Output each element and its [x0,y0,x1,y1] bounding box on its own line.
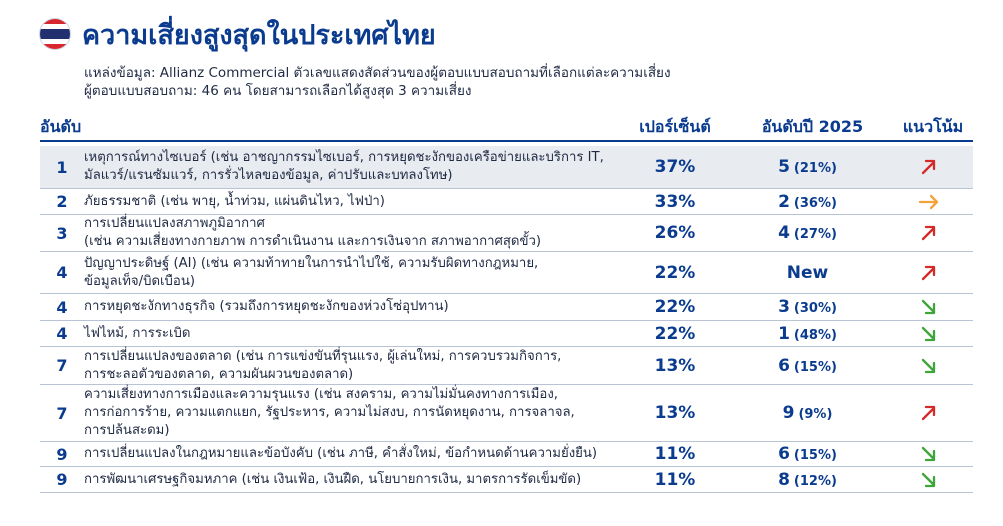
rank-2025-cell [730,297,885,317]
trend-down-arrow-icon [918,325,940,343]
risk-table [40,146,973,493]
rank-2025-value: 6 [778,355,790,376]
trend-up-arrow-icon [918,404,940,422]
percent-cell: 22% [654,323,696,344]
rank-cell: 1 [56,157,68,177]
risk-description [84,471,620,489]
trend-flat-arrow-icon [918,193,940,211]
rank-2025-percent: (15%) [793,448,837,463]
percent-cell: 33% [654,191,696,212]
rank-cell: 4 [56,324,68,343]
trend-cell [885,404,973,422]
thailand-flag-icon [40,19,70,49]
rank-2025-percent: (15%) [793,359,837,375]
risk-description-line: การก่อการร้าย, ความแตกแยก, รัฐประหาร, ความไม่สงบ, การนัดหยุดงาน, การจลาจล, [84,405,575,420]
rank-cell: 2 [56,192,68,211]
risk-description [84,445,620,463]
table-row [40,347,973,385]
risk-description-line: การเปลี่ยนแปลงของตลาด (เช่น การแข่งขันที่รุนแรง, ผู้เล่นใหม่, การควบรวมกิจการ, [84,348,562,364]
rank-2025-value: 8 [778,469,790,490]
rank-2025-percent: (36%) [793,195,837,211]
rank-2025-cell [730,444,885,464]
percent-cell: 13% [654,403,696,423]
table-row [40,294,973,321]
risk-description-line: ภัยธรรมชาติ (เช่น พายุ, น้ำท่วม, แผ่นดินไหว, ไฟป่า) [84,193,385,209]
rank-2025-cell [730,157,885,177]
rank-2025-percent: (30%) [793,301,837,316]
table-row [40,146,973,189]
rank-2025-cell [730,470,885,490]
risk-description-line: ปัญญาประดิษฐ์ (AI) (เช่น ความท้าทายในการนำไปใช้, ความรับผิดทางกฎหมาย, [84,255,539,271]
rank-2025-value: 2 [778,191,790,212]
rank-2025-percent: (12%) [793,473,837,489]
column-header-trend: แนวโน้ม [902,117,964,136]
rank-2025-cell [730,403,885,423]
risk-description-line: ไฟไหม้, การระเบิด [84,325,191,341]
risk-description [84,348,620,384]
rank-2025-percent: (27%) [793,227,837,242]
rank-cell: 4 [56,263,68,282]
column-header-percent: เปอร์เซ็นต์ [639,117,711,136]
risk-description-line: การพัฒนาเศรษฐกิจมหภาค (เช่น เงินเฟ้อ, เงินฝืด, นโยบายการเงิน, มาตรการรัดเข็มขัด) [84,471,582,487]
trend-up-arrow-icon [918,264,940,282]
risk-description-line: การหยุดชะงักทางธุรกิจ (รวมถึงการหยุดชะงักของห่วงโซ่อุปทาน) [84,299,449,314]
trend-cell [885,158,973,176]
rank-2025-percent: (21%) [793,161,837,176]
percent-cell: 22% [654,297,696,317]
risk-description-line: การชะลอตัวของตลาด, ความผันผวนของตลาด) [84,366,354,382]
table-row [40,321,973,347]
trend-down-arrow-icon [918,298,940,316]
percent-cell: 13% [654,355,696,376]
rank-2025-cell [730,192,885,212]
risk-description-line: ข้อมูลเท็จ/บิดเบือน) [84,273,195,289]
rank-cell: 7 [56,356,68,375]
rank-cell: 9 [56,444,68,464]
trend-down-arrow-icon [918,445,940,463]
rank-2025-value: 3 [778,297,790,317]
risk-description [84,215,620,251]
rank-cell: 3 [56,223,68,243]
rank-cell: 4 [56,297,68,317]
new-badge: New [786,262,829,283]
risk-description-line: มัลแวร์/แรนซัมแวร์, การรั่วไหลของข้อมูล, ค่าปรับและบทลงโทษ) [84,168,453,183]
percent-cell: 26% [654,223,696,243]
rank-2025-cell [730,324,885,344]
trend-up-arrow-icon [918,224,940,242]
rank-2025-value: 1 [778,323,790,344]
trend-cell [885,264,973,282]
risk-description [84,325,620,343]
trend-cell [885,224,973,242]
rank-2025-value: 6 [778,444,790,464]
risk-description-line: การเปลี่ยนแปลงในกฎหมายและข้อบังคับ (เช่น ภาษี, คำสั่งใหม่, ข้อกำหนดด้านความยั่งยืน) [84,446,598,461]
rank-cell: 9 [56,470,68,489]
rank-2025-percent: (48%) [793,327,837,343]
source-note: แหล่งข้อมูล: Allianz Commercial ตัวเลขแสดงสัดส่วนของผู้ตอบแบบสอบถามที่เลือกแต่ละความเสี่ยง [84,65,671,81]
column-header-rank: อันดับ [40,117,82,136]
page-title: ความเสี่ยงสูงสุดในประเทศไทย [82,19,436,50]
percent-cell: 37% [654,157,696,177]
trend-cell [885,445,973,463]
risk-description [84,298,620,316]
rank-2025-value: 9 [782,403,795,423]
trend-cell [885,298,973,316]
rank-2025-percent: (9%) [798,407,833,422]
table-row [40,467,973,493]
risk-description [84,255,620,291]
table-row [40,189,973,215]
rank-2025-cell [730,356,885,376]
risk-description [84,193,620,211]
page-header [40,14,436,54]
table-row [40,252,973,294]
percent-cell: 11% [654,444,696,464]
risk-description-line: การปล้นสะดม) [84,423,170,438]
risk-description-line: การเปลี่ยนแปลงสภาพภูมิอากาศ [84,216,265,231]
trend-cell [885,471,973,489]
risk-description-line: ความเสี่ยงทางการเมืองและความรุนแรง (เช่น สงคราม, ความไม่มั่นคงทางการเมือง, [84,387,558,402]
risk-description-line: เหตุการณ์ทางไซเบอร์ (เช่น อาชญากรรมไซเบอร์, การหยุดชะงักของเครือข่ายและบริการ IT, [84,150,604,165]
rank-2025-value: 4 [778,223,790,243]
trend-down-arrow-icon [918,357,940,375]
percent-cell: 11% [654,469,696,490]
header-divider [40,140,973,142]
table-row [40,442,973,467]
trend-cell [885,325,973,343]
trend-cell [885,357,973,375]
rank-2025-cell [730,223,885,243]
percent-cell: 22% [654,262,696,283]
rank-2025-value: 5 [778,157,790,177]
risk-description [84,149,620,185]
rank-2025-cell [730,263,885,283]
column-header-rank-2025: อันดับปี 2025 [761,117,864,136]
table-row [40,385,973,442]
table-row [40,215,973,252]
trend-up-arrow-icon [918,158,940,176]
risk-description [84,386,620,440]
risk-description-line: (เช่น ความเสี่ยงทางกายภาพ การดำเนินงาน และการเงินจาก สภาพอากาศสุดขั้ว) [84,234,542,249]
trend-cell [885,193,973,211]
rank-cell: 7 [56,403,68,423]
trend-down-arrow-icon [918,471,940,489]
respondents-note: ผู้ตอบแบบสอบถาม: 46 คน โดยสามารถเลือกได้สูงสุด 3 ความเสี่ยง [84,83,472,99]
